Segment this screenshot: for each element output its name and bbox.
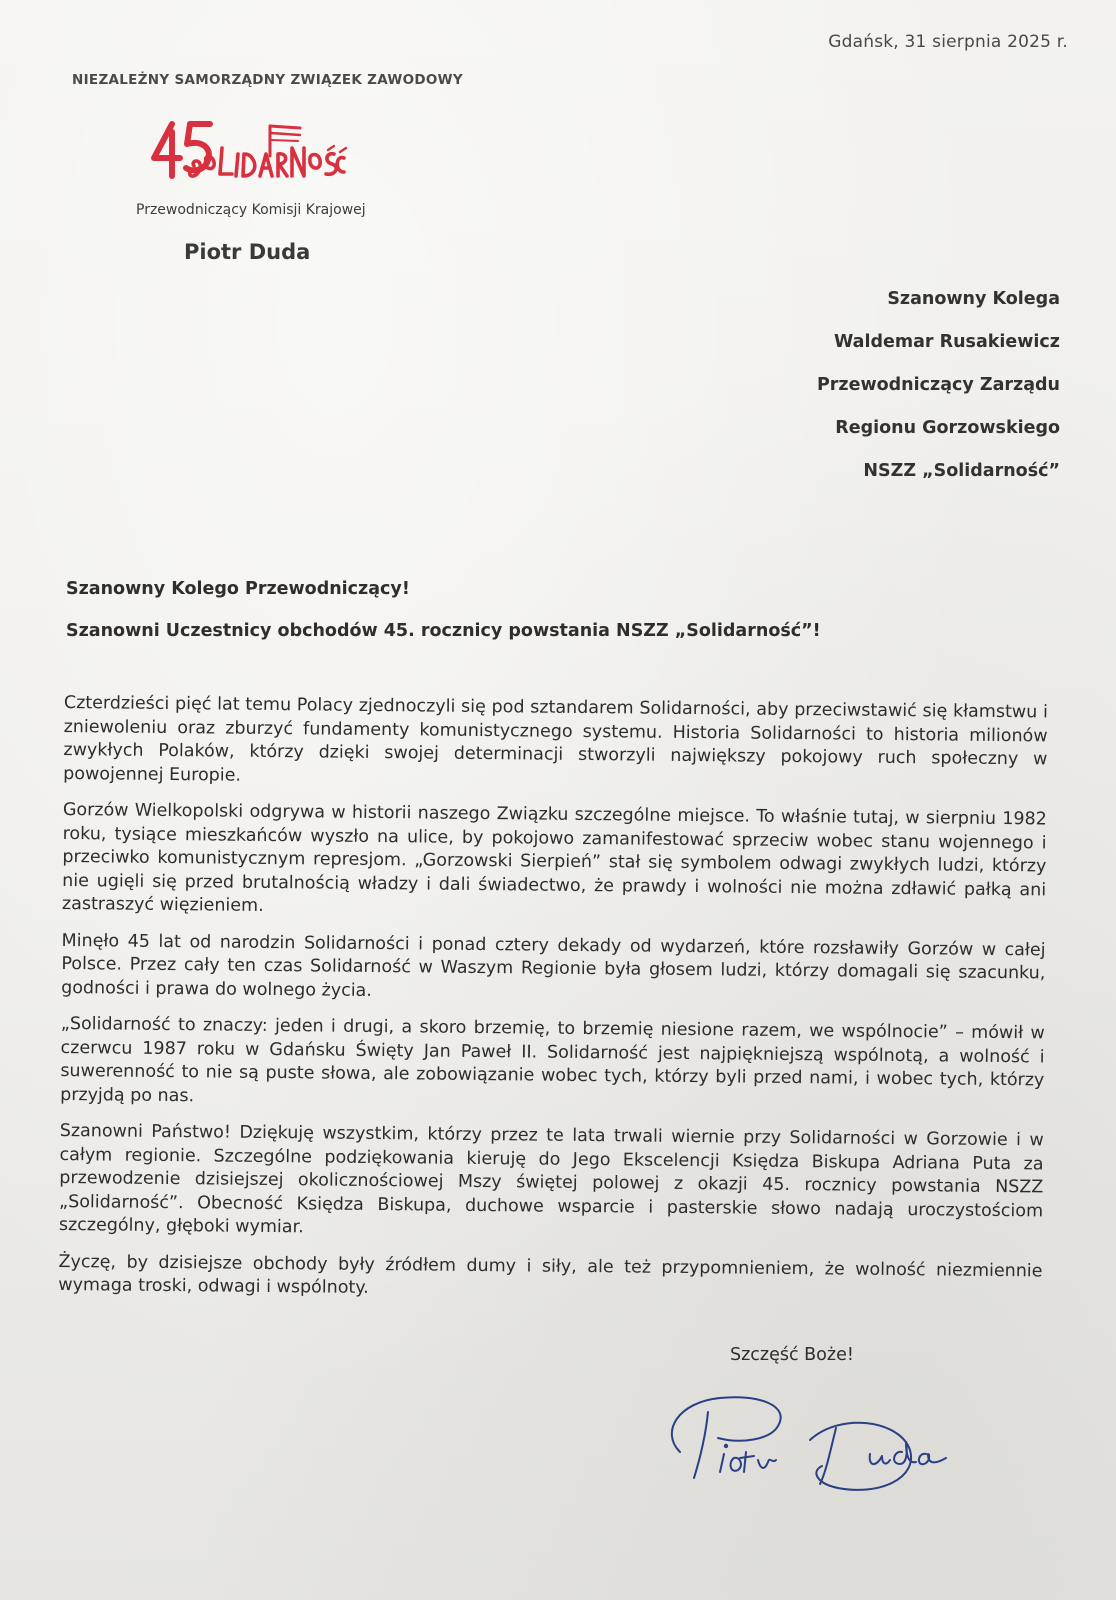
recipient-line: Szanowny Kolega — [887, 289, 1060, 309]
body-paragraph: Gorzów Wielkopolski odgrywa w historii naszego Związku szczególne miejsce. To właśnie tutaj, w sierpniu 1982 roku, tysiące mieszkańców wyszło na ulice, by pokojowo zamanifestować sprzeciw wobec stanu wojennego i przeciwko komunistycznym represjom. „Gorzowski Sierpień” stał się symbolem odwagi zwykłych ludzi, którzy nie ugięli się przed brutalnością władzy i dali świadectwo, że prawdy i wolności nie można zdławić pałką ani zastraszyć więzieniem. — [61, 799, 1047, 916]
closing-text: Szczęść Boże! — [730, 1345, 854, 1365]
letter-date: Gdańsk, 31 sierpnia 2025 r. — [828, 32, 1068, 52]
body-paragraph: „Solidarność to znaczy: jeden i drugi, a skoro brzemię, to brzemię niesione razem, we wspólnocie” – mówił w czerwcu 1987 roku w Gdańsku Święty Jan Paweł II. Solidarność jest najpiękniejszą wspólnotą, a wolność i suwerenność to nie są puste słowa, ale zobowiązanie wobec tych, którzy byli przed nami, i wobec tych, którzy przyjdą po nas. — [60, 1013, 1045, 1106]
recipient-block — [817, 286, 1060, 501]
greeting-block — [66, 576, 821, 660]
recipient-line: Regionu Gorzowskiego — [835, 418, 1060, 438]
body-paragraph: Czterdzieści pięć lat temu Polacy zjednoczyli się pod sztandarem Solidarności, aby przeciwstawić się kłamstwu i zniewoleniu oraz zburzyć fundamenty komunistycznego systemu. Historia Solidarności to historia milionów zwykłych Polaków, którzy dzięki swojej determinacji stworzyli największy pokojowy ruch społeczny w powojennej Europie. — [63, 692, 1048, 786]
recipient-line: Waldemar Rusakiewicz — [833, 332, 1060, 352]
chair-title: Przewodniczący Komisji Krajowej — [136, 202, 366, 218]
signature-icon — [660, 1392, 980, 1517]
letter-body — [58, 692, 1048, 1320]
chair-name: Piotr Duda — [184, 240, 311, 264]
body-paragraph: Życzę, by dzisiejsze obchody były źródłem dumy i siły, ale też przypomnieniem, że wolność niezmiennie wymaga troski, odwagi i wspólnoty. — [58, 1251, 1043, 1298]
solidarnosc-logo-icon — [150, 118, 350, 196]
greeting-line-2: Szanowni Uczestnicy obchodów 45. rocznicy powstania NSZZ „Solidarność”! — [66, 621, 821, 641]
recipient-line: NSZZ „Solidarność” — [863, 461, 1060, 481]
body-paragraph: Szanowni Państwo! Dziękuję wszystkim, którzy przez te lata trwali wiernie przy Solidarności w Gorzowie i w całym regionie. Szczególne podziękowania kieruję do Jego Ekscelencji Księdza Biskupa Adriana Puta za przewodzenie dzisiejszej okolicznościowej Mszy świętej polowej z okazji 45. rocznicy powstania NSZZ „Solidarność”. Obecność Księdza Biskupa, duchowe wsparcie i pasterskie słowo nadają uroczystościom szczególny, głęboki wymiar. — [58, 1120, 1044, 1238]
greeting-line-1: Szanowny Kolego Przewodniczący! — [66, 579, 410, 599]
solidarnosc-45-logo — [154, 124, 346, 176]
recipient-line: Przewodniczący Zarządu — [816, 375, 1060, 395]
union-name: NIEZALEŻNY SAMORZĄDNY ZWIĄZEK ZAWODOWY — [72, 72, 463, 88]
body-paragraph: Minęło 45 lat od narodzin Solidarności i ponad cztery dekady od wydarzeń, które rozsławiły Gorzów w całej Polsce. Przez cały ten czas Solidarność w Waszym Regionie była głosem ludzi, którzy domagali się szacunku, godności i prawa do wolnego życia. — [61, 930, 1046, 1001]
